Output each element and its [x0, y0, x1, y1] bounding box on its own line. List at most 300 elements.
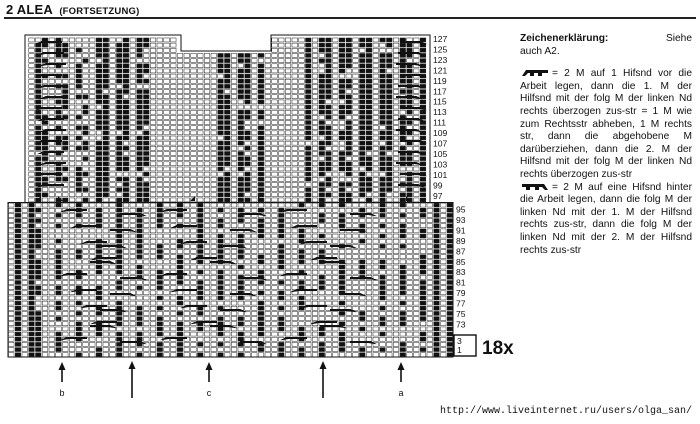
chart-cell — [326, 317, 332, 321]
chart-cell — [177, 157, 183, 161]
chart-cell — [393, 136, 399, 140]
chart-cell — [427, 337, 433, 341]
chart-cell — [90, 337, 96, 341]
chart-cell — [137, 152, 143, 156]
chart-cell — [204, 100, 210, 104]
chart-cell — [299, 198, 305, 202]
chart-cell — [339, 172, 345, 176]
chart-cell — [299, 105, 305, 109]
chart-cell — [15, 342, 21, 346]
chart-cell — [393, 84, 399, 88]
chart-cell — [339, 100, 345, 104]
chart-cell — [312, 167, 318, 171]
chart-cell — [393, 141, 399, 145]
chart-cell — [49, 90, 55, 94]
chart-cell — [42, 286, 48, 290]
chart-cell — [204, 203, 210, 207]
chart-cell — [177, 219, 183, 223]
chart-cell — [218, 296, 224, 300]
chart-cell — [164, 79, 170, 83]
chart-cell — [218, 224, 224, 228]
chart-cell — [231, 286, 237, 290]
chart-cell — [312, 327, 318, 331]
chart-cell — [231, 167, 237, 171]
chart-cell — [427, 244, 433, 248]
chart-cell — [333, 239, 339, 243]
chart-cell — [339, 270, 345, 274]
chart-cell — [366, 141, 372, 145]
chart-cell — [218, 69, 224, 73]
chart-cell — [366, 59, 372, 63]
chart-cell — [157, 255, 163, 259]
chart-cell — [211, 239, 217, 243]
chart-cell — [211, 213, 217, 217]
chart-cell — [171, 255, 177, 259]
chart-cell — [427, 265, 433, 269]
chart-cell — [252, 332, 258, 336]
chart-cell — [56, 157, 62, 161]
chart-cell — [360, 84, 366, 88]
chart-cell — [137, 281, 143, 285]
row-number-label: 109 — [433, 128, 448, 139]
chart-cell — [130, 306, 136, 310]
chart-cell — [90, 317, 96, 321]
chart-cell — [184, 69, 190, 73]
chart-cell — [346, 250, 352, 254]
chart-cell — [49, 275, 55, 279]
chart-cell — [393, 270, 399, 274]
chart-cell — [285, 239, 291, 243]
chart-cell — [198, 105, 204, 109]
chart-cell — [312, 219, 318, 223]
chart-cell — [360, 239, 366, 243]
chart-cell — [420, 157, 426, 161]
chart-cell — [36, 136, 42, 140]
chart-cell — [414, 306, 420, 310]
chart-cell — [29, 275, 35, 279]
chart-cell — [292, 301, 298, 305]
chart-cell — [441, 291, 447, 295]
chart-cell — [164, 296, 170, 300]
chart-cell — [69, 100, 75, 104]
row-number-label: 107 — [433, 138, 448, 149]
chart-cell — [103, 110, 109, 114]
chart-cell — [387, 105, 393, 109]
chart-cell — [299, 213, 305, 217]
chart-cell — [83, 131, 89, 135]
chart-cell — [137, 64, 143, 68]
chart-cell — [360, 270, 366, 274]
chart-cell — [400, 301, 406, 305]
chart-cell — [346, 219, 352, 223]
chart-cell — [333, 301, 339, 305]
chart-cell — [279, 121, 285, 125]
chart-cell — [279, 110, 285, 114]
chart-cell — [366, 301, 372, 305]
chart-cell — [333, 286, 339, 290]
chart-cell — [393, 291, 399, 295]
chart-cell — [285, 306, 291, 310]
chart-cell — [258, 69, 264, 73]
chart-cell — [76, 234, 82, 238]
chart-cell — [366, 95, 372, 99]
chart-cell — [49, 322, 55, 326]
chart-cell — [414, 121, 420, 125]
chart-cell — [110, 126, 116, 130]
chart-cell — [238, 286, 244, 290]
chart-cell — [171, 53, 177, 57]
legend — [520, 33, 692, 257]
chart-cell — [225, 182, 231, 186]
chart-cell — [123, 306, 129, 310]
chart-cell — [218, 239, 224, 243]
chart-cell — [306, 115, 312, 119]
chart-cell — [36, 229, 42, 233]
chart-cell — [177, 146, 183, 150]
chart-cell — [184, 213, 190, 217]
chart-cell — [130, 152, 136, 156]
chart-cell — [9, 265, 15, 269]
chart-cell — [258, 270, 264, 274]
chart-cell — [83, 43, 89, 47]
chart-cell — [272, 219, 278, 223]
chart-cell — [164, 286, 170, 290]
chart-cell — [285, 244, 291, 248]
chart-cell — [333, 146, 339, 150]
chart-cell — [110, 141, 116, 145]
chart-cell — [366, 296, 372, 300]
chart-cell — [218, 84, 224, 88]
chart-cell — [373, 95, 379, 99]
chart-cell — [191, 157, 197, 161]
chart-cell — [164, 213, 170, 217]
chart-cell — [420, 59, 426, 63]
chart-cell — [319, 286, 325, 290]
chart-cell — [306, 172, 312, 176]
chart-cell — [157, 244, 163, 248]
chart-cell — [36, 224, 42, 228]
chart-cell — [299, 126, 305, 130]
chart-cell — [177, 265, 183, 269]
chart-cell — [117, 43, 123, 47]
chart-cell — [83, 327, 89, 331]
chart-cell — [272, 234, 278, 238]
chart-cell — [69, 317, 75, 321]
chart-cell — [231, 322, 237, 326]
chart-cell — [245, 198, 251, 202]
chart-cell — [123, 84, 129, 88]
chart-cell — [339, 281, 345, 285]
chart-cell — [49, 250, 55, 254]
chart-cell — [333, 126, 339, 130]
chart-cell — [225, 152, 231, 156]
chart-cell — [164, 126, 170, 130]
chart-cell — [184, 275, 190, 279]
chart-cell — [326, 291, 332, 295]
chart-cell — [191, 260, 197, 264]
chart-cell — [258, 53, 264, 57]
chart-cell — [117, 53, 123, 57]
chart-cell — [333, 182, 339, 186]
chart-cell — [83, 348, 89, 352]
chart-cell — [177, 306, 183, 310]
chart-cell — [420, 306, 426, 310]
chart-cell — [137, 162, 143, 166]
chart-cell — [204, 281, 210, 285]
chart-cell — [333, 332, 339, 336]
chart-cell — [90, 79, 96, 83]
chart-cell — [380, 327, 386, 331]
chart-cell — [252, 146, 258, 150]
chart-cell — [306, 157, 312, 161]
chart-cell — [306, 105, 312, 109]
chart-cell — [346, 332, 352, 336]
chart-cell — [103, 327, 109, 331]
chart-cell — [346, 270, 352, 274]
chart-cell — [238, 224, 244, 228]
chart-cell — [110, 48, 116, 52]
chart-cell — [346, 327, 352, 331]
chart-cell — [407, 213, 413, 217]
chart-cell — [407, 193, 413, 197]
chart-cell — [29, 121, 35, 125]
chart-cell — [15, 322, 21, 326]
chart-cell — [177, 105, 183, 109]
chart-cell — [204, 348, 210, 352]
chart-cell — [184, 162, 190, 166]
chart-cell — [393, 301, 399, 305]
row-number-label: 111 — [433, 117, 447, 128]
chart-cell — [130, 162, 136, 166]
chart-cell — [427, 301, 433, 305]
chart-cell — [164, 157, 170, 161]
chart-cell — [319, 203, 325, 207]
chart-cell — [333, 342, 339, 346]
chart-cell — [123, 234, 129, 238]
chart-cell — [76, 141, 82, 145]
chart-cell — [117, 327, 123, 331]
chart-cell — [387, 342, 393, 346]
chart-cell — [265, 64, 271, 68]
chart-cell — [225, 317, 231, 321]
chart-cell — [373, 110, 379, 114]
chart-cell — [76, 213, 82, 217]
chart-cell — [157, 146, 163, 150]
chart-cell — [63, 342, 69, 346]
chart-cell — [387, 48, 393, 52]
chart-cell — [42, 260, 48, 264]
chart-cell — [333, 208, 339, 212]
chart-cell — [22, 208, 28, 212]
chart-cell — [265, 141, 271, 145]
chart-cell — [15, 239, 21, 243]
chart-cell — [90, 229, 96, 233]
chart-cell — [353, 301, 359, 305]
chart-cell — [198, 203, 204, 207]
chart-cell — [225, 84, 231, 88]
chart-cell — [29, 38, 35, 42]
chart-cell — [252, 250, 258, 254]
chart-cell — [150, 317, 156, 321]
chart-cell — [76, 53, 82, 57]
chart-cell — [29, 172, 35, 176]
chart-cell — [279, 234, 285, 238]
chart-cell — [252, 193, 258, 197]
chart-cell — [184, 203, 190, 207]
chart-cell — [123, 208, 129, 212]
chart-cell — [36, 291, 42, 295]
chart-cell — [157, 234, 163, 238]
chart-cell — [130, 79, 136, 83]
chart-cell — [150, 306, 156, 310]
chart-cell — [69, 172, 75, 176]
chart-cell — [420, 332, 426, 336]
chart-cell — [292, 229, 298, 233]
chart-cell — [204, 213, 210, 217]
chart-cell — [144, 353, 150, 357]
chart-cell — [198, 213, 204, 217]
chart-cell — [272, 105, 278, 109]
chart-cell — [22, 270, 28, 274]
chart-cell — [218, 327, 224, 331]
chart-cell — [96, 182, 102, 186]
chart-cell — [137, 136, 143, 140]
chart-cell — [279, 198, 285, 202]
chart-cell — [204, 353, 210, 357]
chart-cell — [184, 53, 190, 57]
chart-cell — [265, 322, 271, 326]
chart-cell — [36, 146, 42, 150]
chart-cell — [312, 43, 318, 47]
chart-cell — [319, 281, 325, 285]
chart-cell — [366, 353, 372, 357]
chart-cell — [96, 250, 102, 254]
chart-cell — [312, 198, 318, 202]
chart-cell — [103, 188, 109, 192]
chart-cell — [130, 38, 136, 42]
chart-cell — [204, 260, 210, 264]
chart-cell — [339, 311, 345, 315]
chart-cell — [393, 332, 399, 336]
chart-cell — [339, 38, 345, 42]
chart-cell — [238, 203, 244, 207]
chart-cell — [373, 224, 379, 228]
chart-cell — [29, 131, 35, 135]
chart-cell — [292, 157, 298, 161]
chart-cell — [366, 239, 372, 243]
chart-cell — [245, 281, 251, 285]
chart-cell — [346, 172, 352, 176]
chart-cell — [144, 131, 150, 135]
chart-cell — [42, 229, 48, 233]
chart-cell — [238, 327, 244, 331]
chart-cell — [326, 167, 332, 171]
chart-cell — [63, 193, 69, 197]
chart-cell — [292, 64, 298, 68]
chart-cell — [103, 317, 109, 321]
chart-cell — [360, 219, 366, 223]
chart-cell — [366, 286, 372, 290]
chart-cell — [76, 84, 82, 88]
chart-cell — [393, 53, 399, 57]
chart-cell — [225, 337, 231, 341]
chart-cell — [96, 64, 102, 68]
chart-cell — [393, 311, 399, 315]
chart-cell — [191, 250, 197, 254]
chart-cell — [245, 64, 251, 68]
chart-cell — [63, 353, 69, 357]
chart-cell — [29, 79, 35, 83]
chart-cell — [434, 353, 440, 357]
chart-cell — [393, 239, 399, 243]
chart-cell — [414, 188, 420, 192]
chart-cell — [117, 136, 123, 140]
chart-cell — [103, 219, 109, 223]
chart-cell — [306, 136, 312, 140]
chart-cell — [69, 306, 75, 310]
chart-cell — [42, 311, 48, 315]
chart-cell — [117, 38, 123, 42]
chart-cell — [353, 38, 359, 42]
chart-cell — [373, 317, 379, 321]
chart-cell — [326, 296, 332, 300]
chart-cell — [63, 219, 69, 223]
chart-cell — [130, 311, 136, 315]
chart-cell — [137, 90, 143, 94]
chart-cell — [400, 250, 406, 254]
chart-cell — [130, 64, 136, 68]
chart-cell — [83, 141, 89, 145]
chart-cell — [83, 136, 89, 140]
chart-cell — [387, 172, 393, 176]
chart-cell — [171, 105, 177, 109]
chart-cell — [326, 59, 332, 63]
chart-cell — [279, 250, 285, 254]
chart-cell — [380, 229, 386, 233]
chart-cell — [69, 250, 75, 254]
chart-cell — [218, 126, 224, 130]
chart-cell — [360, 244, 366, 248]
chart-cell — [49, 270, 55, 274]
chart-cell — [238, 348, 244, 352]
chart-cell — [103, 121, 109, 125]
chart-cell — [211, 327, 217, 331]
chart-cell — [96, 332, 102, 336]
chart-cell — [285, 265, 291, 269]
chart-cell — [123, 177, 129, 181]
chart-cell — [265, 177, 271, 181]
chart-cell — [380, 172, 386, 176]
chart-cell — [333, 198, 339, 202]
chart-cell — [285, 53, 291, 57]
chart-cell — [346, 95, 352, 99]
chart-cell — [137, 332, 143, 336]
chart-cell — [117, 270, 123, 274]
chart-cell — [29, 162, 35, 166]
chart-cell — [414, 136, 420, 140]
chart-cell — [420, 234, 426, 238]
chart-cell — [279, 157, 285, 161]
chart-cell — [279, 115, 285, 119]
chart-cell — [184, 265, 190, 269]
chart-cell — [36, 250, 42, 254]
chart-cell — [137, 260, 143, 264]
chart-cell — [245, 208, 251, 212]
chart-cell — [63, 167, 69, 171]
chart-cell — [96, 281, 102, 285]
chart-cell — [90, 172, 96, 176]
chart-cell — [393, 38, 399, 42]
